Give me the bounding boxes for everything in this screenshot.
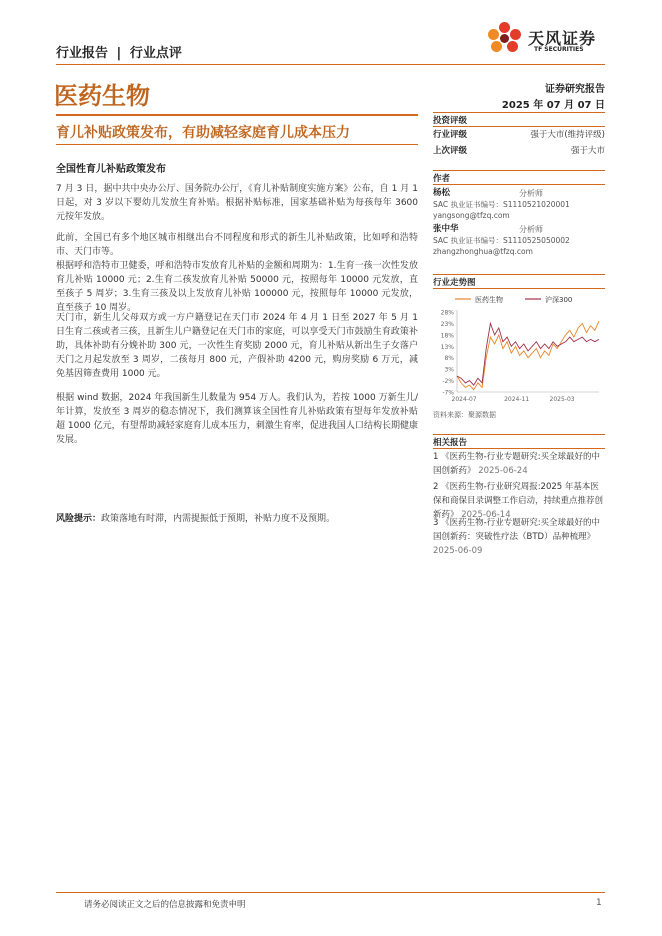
y-tick-label: 28% — [440, 309, 454, 317]
trend-chart — [433, 290, 605, 402]
article-title: 育儿补贴政策发布，有助减轻家庭育儿成本压力 — [56, 125, 350, 141]
header-rule — [56, 64, 605, 65]
category-separator: | — [116, 46, 122, 61]
series-line-hs300 — [457, 323, 599, 385]
industry-title: 医药生物 — [54, 82, 150, 110]
related-report-3[interactable] — [433, 516, 605, 558]
paragraph-1: 7 月 3 日，据中共中央办公厅、国务院办公厅，《育儿补贴制度实施方案》公布，自 1 月 1 日起，对 3 岁以下婴幼儿发放生育补贴。根据补贴标准，国家基础补贴为每孩每年 3600 元按年发放。 — [56, 184, 418, 222]
related-date: 2025-06-09 — [433, 546, 483, 556]
legend-label: 医药生物 — [475, 296, 503, 304]
x-tick-label: 2025-03 — [549, 396, 575, 402]
risk-label: 风险提示： — [56, 514, 102, 524]
sidebar-rule-author — [433, 170, 605, 171]
y-tick-label: -7% — [442, 389, 454, 397]
related-title[interactable]: 《医药生物-行业研究周报:2025 年基本医保和商保目录调整工作启动，持续重点推荐创新药》 — [433, 482, 604, 520]
sidebar-rule-chart-2 — [433, 288, 605, 289]
author-name: 张中华 — [433, 224, 459, 234]
y-tick-label: 3% — [444, 366, 454, 374]
author-heading: 作者 — [433, 174, 451, 184]
related-date: 2025-06-24 — [478, 466, 528, 476]
related-report-1[interactable] — [433, 450, 605, 478]
subcategory-label: 行业点评 — [129, 46, 182, 61]
title-bottom-rule — [56, 144, 418, 145]
risk-text: 政策落地有时滞，内需提振低于预期，补贴力度不及预期。 — [101, 514, 336, 524]
x-tick-label: 2024-07 — [451, 396, 477, 402]
title-top-rule — [56, 114, 418, 116]
chart-heading: 行业走势图 — [433, 278, 476, 288]
series-line-pharma — [457, 321, 599, 390]
chart-source: 资料来源：聚源数据 — [433, 411, 496, 419]
author-email[interactable]: yangsong@tfzq.com — [433, 211, 510, 220]
paragraph-4: 天门市，新生儿父母双方或一方户籍登记在天门市 2024 年 4 月 1 日至 2027 年 5 月 1 日生育二孩或者三孩，且新生儿户籍登记在天门市的家庭，可以享受天门市鼓励生育政策补助，具体补助有分娩补助 300 元，一次性生育奖励 2000 元，育儿补贴从新出生子女落户天门之月起发放至 3 周岁，二孩每月 800 元，产假补助 4200 元，购房奖励 6 万元，减免基因筛查费用 1000 元。 — [56, 313, 418, 379]
report-date: 2025 年 07 月 07 日 — [501, 100, 605, 111]
related-num: 3 — [433, 518, 439, 528]
report-type: 证券研究报告 — [545, 84, 605, 95]
related-num: 2 — [433, 482, 439, 492]
related-num: 1 — [433, 452, 439, 462]
paragraph-2: 此前，全国已有多个地区城市相继出台不同程度和形式的新生儿补贴政策，比如呼和浩特市、天门市等。 — [56, 233, 418, 257]
page-number: 1 — [596, 898, 602, 908]
author-email[interactable]: zhangzhonghua@tfzq.com — [433, 247, 533, 256]
rating-value: 强于大市 — [570, 146, 605, 156]
related-title[interactable]: 《医药生物-行业专题研究:买全球最好的中国创新药：突破性疗法（BTD）品种梳理》 — [433, 518, 601, 542]
sidebar-rule-author-2 — [433, 184, 605, 185]
rating-row-2 — [433, 144, 605, 156]
author-cert: SAC 执业证书编号：S1110521020001 — [433, 200, 570, 209]
author-2 — [433, 224, 605, 257]
footer-disclaimer: 请务必阅读正文之后的信息披露和免责申明 — [84, 900, 246, 910]
section-heading: 全国性育儿补贴政策发布 — [56, 164, 166, 175]
y-tick-label: 13% — [440, 343, 454, 351]
sidebar-rule-related — [433, 434, 605, 435]
author-role: 分析师 — [519, 189, 543, 198]
rating-value: 强于大市(维持评级) — [530, 130, 605, 140]
rating-heading: 投资评级 — [433, 116, 468, 126]
rating-row-1 — [433, 128, 605, 140]
rating-label: 行业评级 — [433, 130, 468, 140]
logo-text-en: TF SECURITIES — [534, 46, 584, 53]
y-tick-label: -2% — [442, 378, 454, 386]
author-1 — [433, 188, 605, 221]
legend-label: 沪深300 — [545, 296, 573, 304]
author-role: 分析师 — [519, 225, 543, 234]
author-cert: SAC 执业证书编号：S1110525050002 — [433, 236, 570, 245]
x-tick-label: 2024-11 — [504, 396, 530, 402]
y-tick-label: 18% — [440, 332, 454, 340]
footer-rule — [56, 892, 605, 893]
author-name: 杨松 — [433, 188, 451, 198]
related-heading: 相关报告 — [433, 438, 468, 448]
logo-icon — [488, 22, 522, 56]
paragraph-3: 根据呼和浩特市卫健委，呼和浩特市发放育儿补贴的金额和周期为：1.生育一孩一次性发放育儿补贴 10000 元；2.生育二孩发放育儿补贴 50000 元，按照每年 10000 元发放，直至孩子 5 周岁；3.生育三孩及以上发放育儿补贴 100000 元，按照每年 10000 元发放，直至孩子 10 周岁。 — [56, 261, 418, 313]
rating-label: 上次评级 — [433, 146, 468, 156]
sidebar-rule-rating — [433, 126, 605, 127]
paragraph-5: 根据 wind 数据，2024 年我国新生儿数量为 954 万人。我们认为，若按 1000 万新生儿/年计算，发放至 3 周岁的稳态情况下，我们测算该全国性育儿补贴政策有望每年发放补贴超 1000 亿元，有望帮助减轻家庭育儿成本压力，刺激生育率，促进我国人口结构长期健康发展。 — [56, 393, 418, 445]
related-date: 2025-06-14 — [461, 510, 511, 520]
y-tick-label: 8% — [444, 355, 454, 363]
sidebar-rule-top — [433, 112, 605, 113]
related-title[interactable]: 《医药生物-行业专题研究:买全球最好的中国创新药》 — [433, 452, 601, 476]
sidebar-rule-related-2 — [433, 448, 605, 449]
risk-warning — [56, 512, 418, 526]
logo-text-cn: 天风证券 — [528, 29, 597, 48]
category-label: 行业报告 — [56, 46, 109, 61]
sidebar-rule-chart — [433, 274, 605, 275]
y-tick-label: 23% — [440, 320, 454, 328]
report-category — [56, 42, 182, 61]
